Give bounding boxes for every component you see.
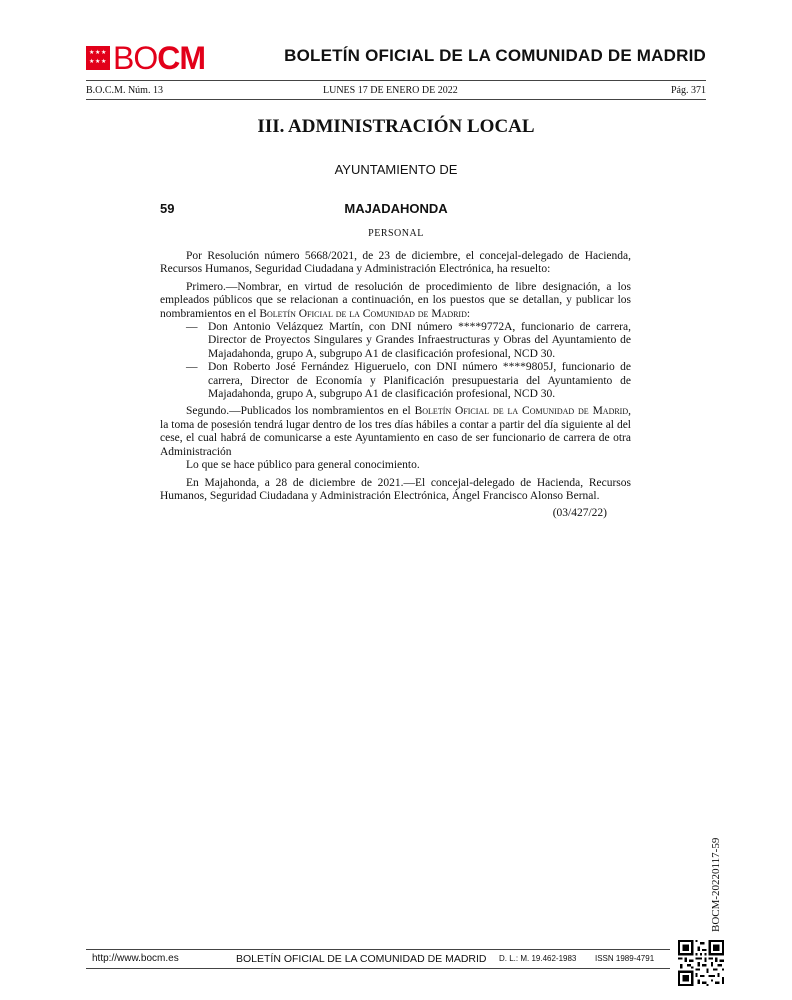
footer: [86, 953, 670, 967]
logo-text-bold: CM: [157, 40, 205, 76]
list-item: [160, 361, 631, 401]
issue-meta-row: [86, 85, 706, 99]
document-code: [710, 828, 724, 932]
section-title: III. ADMINISTRACIÓN LOCAL: [257, 116, 535, 137]
primero-text: Primero.—Nombrar, en virtud de resolución de procedimiento de libre designación, a los empleados públicos que se relacionan a continuación, en los puestos que se detallan, y publicar los nombramientos en el: [160, 280, 631, 320]
appointment-1: Don Antonio Velázquez Martín, con DNI número ****9772A, funcionario de carrera, Director de Proyectos Singulares y Grandes Infraestructuras y Obras del Ayuntamiento de Majadahonda, grupo A, subgrupo A1 de clasificación profesional, NCD 30.: [208, 321, 631, 360]
footer-title: BOLETÍN OFICIAL DE LA COMUNIDAD DE MADRID: [236, 953, 487, 965]
paragraph-signature: En Majahonda, a 28 de diciembre de 2021.—El concejal-delegado de Hacienda, Recursos Humanos, Seguridad Ciudadana y Administración Electrónica, Ángel Francisco Alonso Bernal.: [160, 476, 631, 502]
footer-bottom-divider: [86, 968, 670, 969]
paragraph-primero: [160, 281, 631, 321]
page-number: Pág. 371: [671, 85, 706, 96]
segundo-rest: , la toma de posesión tendrá lugar dentro de los tres días hábiles a contar a partir del día siguiente al del cese, el cual habrá de comunicarse a este Ayuntamiento en caso de ser funcionario de carrera de otra Administración: [160, 405, 632, 458]
primero-publication: Boletín Oficial de la Comunidad de Madrid: [259, 307, 467, 320]
entry-subject: PERSONAL: [368, 228, 424, 239]
body-heading: AYUNTAMIENTO DE: [334, 162, 458, 177]
legal-deposit: D. L.: M. 19.462-1983: [499, 954, 577, 963]
issue-date: LUNES 17 DE ENERO DE 2022: [323, 85, 458, 96]
footer-divider: [86, 949, 670, 950]
bocm-logo: [86, 40, 205, 76]
appointment-2: Don Roberto José Fernández Higueruelo, con DNI número ****9805J, funcionario de carrera, Director de Economía y Planificación presupuestaria del Ayuntamiento de Majadahonda, grupo A, subgrupo A1 de clasificación profesional, NCD 30.: [208, 361, 631, 401]
qr-code-icon: [678, 940, 724, 986]
publication-title: BOLETÍN OFICIAL DE LA COMUNIDAD DE MADRID: [284, 46, 706, 65]
segundo-publication: Boletín Oficial de la Comunidad de Madrid: [414, 405, 629, 418]
list-item: [160, 321, 631, 361]
entry-name: MAJADAHONDA: [344, 201, 448, 216]
dash-marker: —: [186, 361, 198, 374]
header-divider: [86, 80, 706, 81]
primero-end: :: [466, 307, 471, 320]
madrid-flag-icon: ★ ★ ★ ★ ★ ★: [86, 46, 110, 70]
segundo-text: Segundo.—Publicados los nombramientos en el: [186, 405, 415, 418]
paragraph-segundo: [160, 405, 631, 459]
logo-text-regular: BO: [113, 40, 158, 76]
dash-marker: —: [186, 321, 198, 334]
announcement-body: [160, 250, 631, 521]
website-link[interactable]: http://www.bocm.es: [92, 953, 179, 964]
paragraph-public: Lo que se hace público para general conocimiento.: [186, 459, 420, 472]
meta-divider: [86, 99, 706, 100]
paragraph-intro: Por Resolución número 5668/2021, de 23 de diciembre, el concejal-delegado de Hacienda, Recursos Humanos, Seguridad Ciudadana y Administración Electrónica, ha resuelto:: [160, 250, 631, 276]
document-code-text: BOCM-20220117-59: [710, 837, 722, 932]
issn: ISSN 1989-4791: [595, 954, 655, 963]
reference-code: (03/427/22): [552, 507, 607, 520]
appointment-list: [160, 321, 631, 401]
entry-number: 59: [160, 201, 175, 216]
issue-number: B.O.C.M. Núm. 13: [86, 85, 163, 96]
